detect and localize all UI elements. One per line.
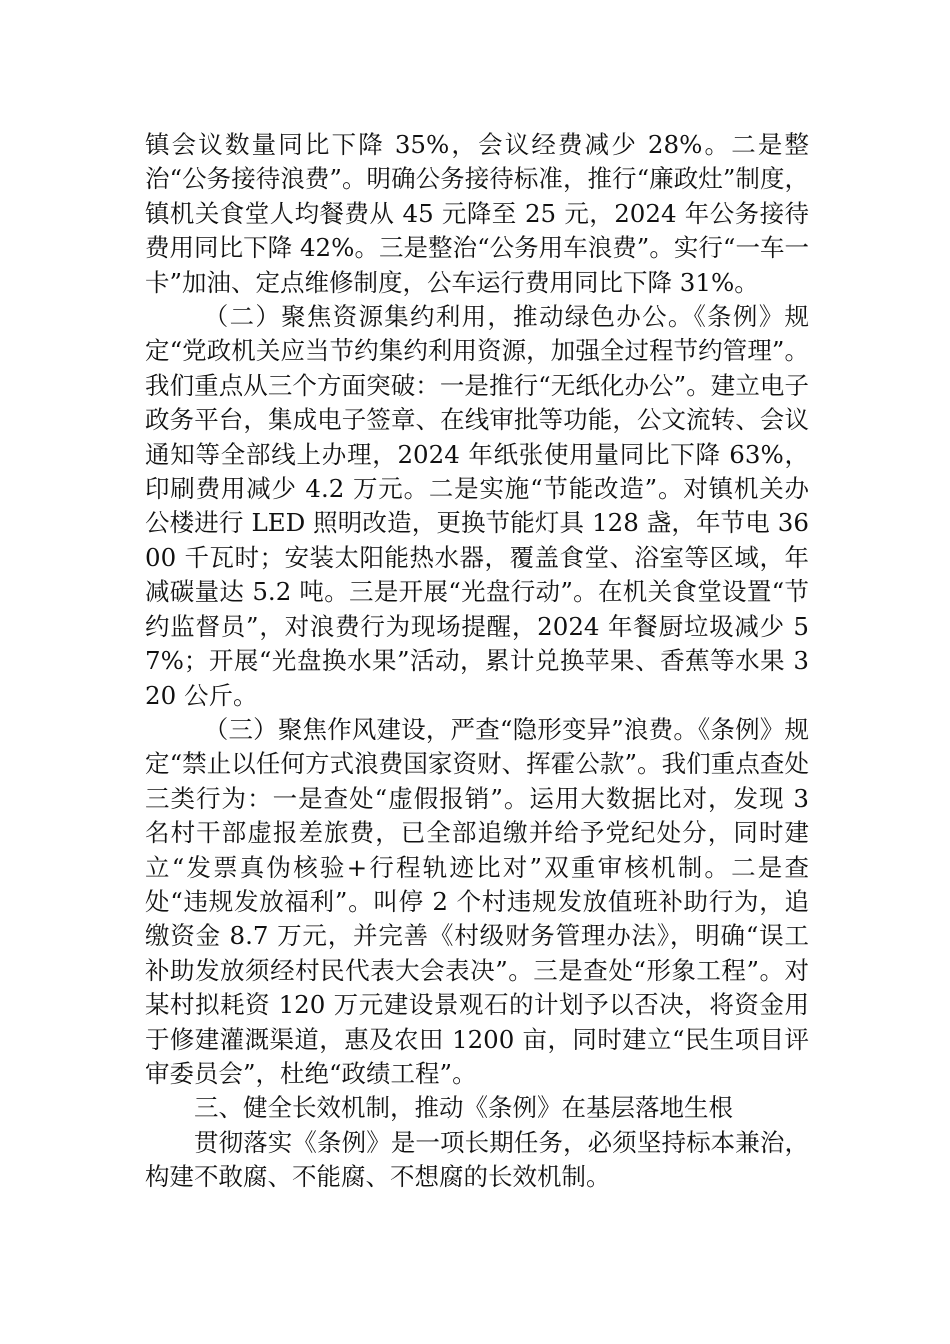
section-heading-three: 三、健全长效机制，推动《条例》在基层落地生根 — [194, 1093, 733, 1123]
paragraph-section-three-intro: 贯彻落实《条例》是一项长期任务，必须坚持标本兼治，构建不敢腐、不能腐、不想腐的长效机制。 — [145, 1127, 809, 1192]
document-body — [145, 128, 809, 1195]
paragraph-continuation: 镇会议数量同比下降 35%，会议经费减少 28%。二是整治“公务接待浪费”。明确公务接待标准，推行“廉政灶”制度，镇机关食堂人均餐费从 45 元降至 25 元，2024 年公务接待费用同比下降 42%。三是整治“公务用车浪费”。实行“一车一卡”加油、定点维修制度，公车运行费用同比下降 31%。 — [145, 130, 809, 297]
paragraph-section-two: （二）聚焦资源集约利用，推动绿色办公。《条例》规定“党政机关应当节约集约利用资源，加强全过程节约管理”。我们重点从三个方面突破：一是推行“无纸化办公”。建立电子政务平台，集成电子签章、在线审批等功能，公文流转、会议通知等全部线上办理，2024 年纸张使用量同比下降 63%，印刷费用减少 4.2 万元。二是实施“节能改造”。对镇机关办公楼进行 LED 照明改造，更换节能灯具 128 盏，年节电 3600 千瓦时；安装太阳能热水器，覆盖食堂、浴室等区域，年减碳量达 5.2 吨。三是开展“光盘行动”。在机关食堂设置“节约监督员”，对浪费行为现场提醒，2024 年餐厨垃圾减少 57%；开展“光盘换水果”活动，累计兑换苹果、香蕉等水果 320 公斤。 — [145, 302, 809, 710]
paragraph-section-three: （三）聚焦作风建设，严查“隐形变异”浪费。《条例》规定“禁止以任何方式浪费国家资财、挥霍公款”。我们重点查处三类行为：一是查处“虚假报销”。运用大数据比对，发现 3 名村干部虚报差旅费，已全部追缴并给予党纪处分，同时建立“发票真伪核验+行程轨迹比对”双重审核机制。二是查处“违规发放福利”。叫停 2 个村违规发放值班补助行为，追缴资金 8.7 万元，并完善《村级财务管理办法》，明确“误工补助发放须经村民代表大会表决”。三是查处“形象工程”。对某村拟耗资 120 万元建设景观石的计划予以否决，将资金用于修建灌溉渠道，惠及农田 1200 亩，同时建立“民生项目评审委员会”，杜绝“政绩工程”。 — [145, 714, 809, 1088]
